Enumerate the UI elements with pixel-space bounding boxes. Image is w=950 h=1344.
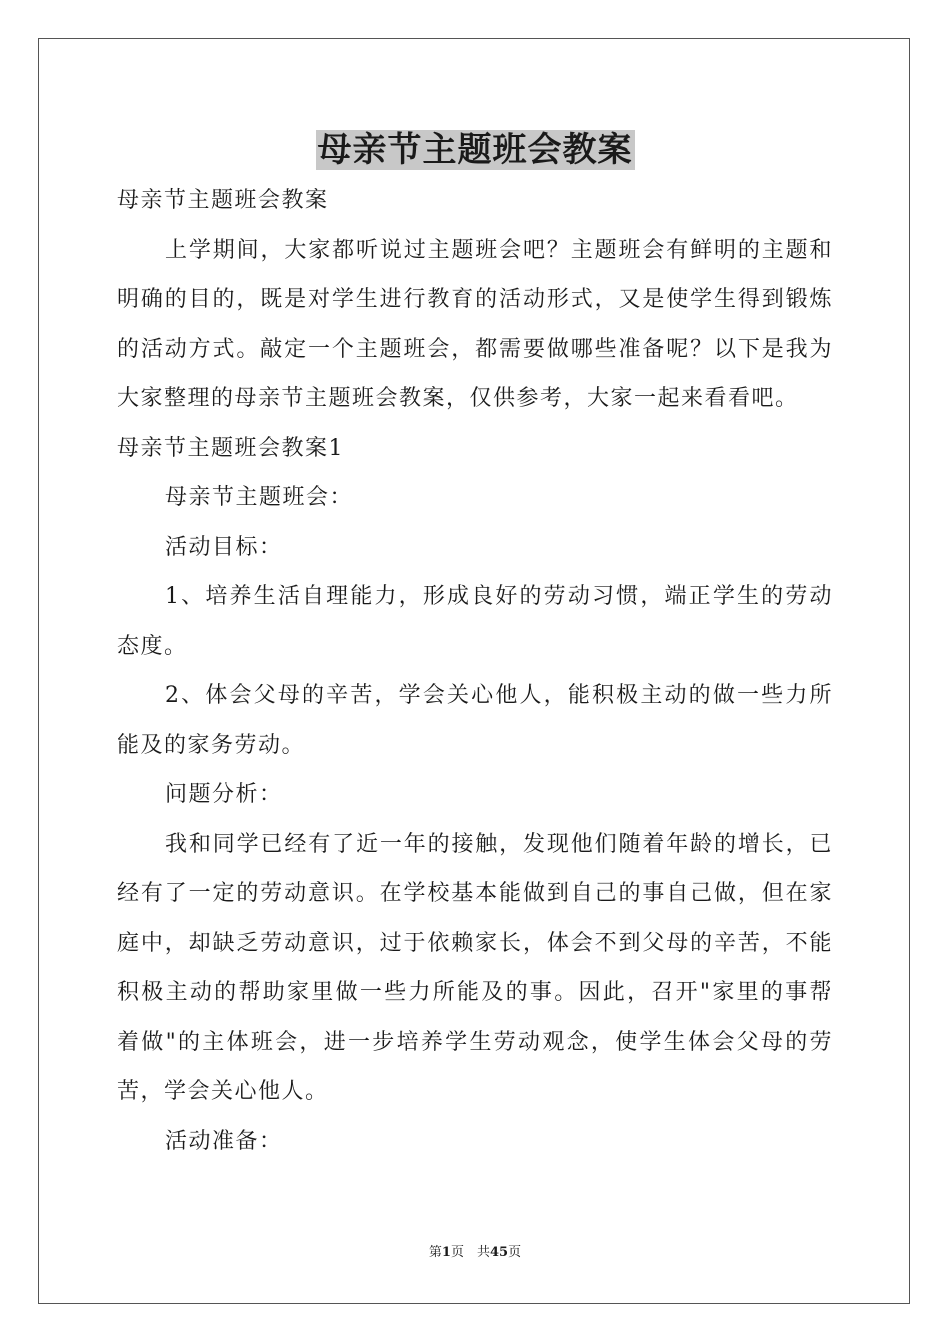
footer-page-total: 45	[489, 1245, 509, 1260]
document-body	[117, 176, 833, 1166]
goals-heading: 活动目标：	[165, 534, 283, 560]
footer-page-prefix: 第	[428, 1245, 442, 1260]
section-label: 母亲节主题班会：	[165, 485, 354, 510]
analysis-paragraph: 我和同学已经有了近一年的接触，发现他们随着年龄的增长，已经有了一定的劳动意识。在学校基本能做到自己的事自己做，但在家庭中，却缺乏劳动意识，过于依赖家长，体会不到父母的辛苦，不能积极主动的帮助家里做一些力所能及的事。因此，召开"家里的事帮着做"的主体班会，进一步培养学生劳动观念，使学生体会父母的劳苦，学会关心他人。	[117, 831, 833, 1104]
analysis-heading: 问题分析：	[165, 782, 283, 807]
page-footer	[0, 1244, 950, 1262]
goal-item: 1、培养生活自理能力，形成良好的劳动习惯，端正学生的劳动态度。	[117, 584, 833, 659]
subtitle-paragraph: 母亲节主题班会教案	[117, 188, 329, 213]
section-heading: 母亲节主题班会教案1	[117, 435, 344, 461]
footer-page-suffix: 页	[508, 1245, 522, 1260]
footer-page-mid: 页 共	[450, 1245, 490, 1260]
document-title-text: 母亲节主题班会教案	[317, 130, 633, 170]
document-title	[0, 128, 950, 172]
goal-item: 2、体会父母的辛苦，学会关心他人，能积极主动的做一些力所能及的家务劳动。	[117, 683, 833, 758]
preparation-heading: 活动准备：	[165, 1128, 283, 1154]
intro-paragraph: 上学期间，大家都听说过主题班会吧？主题班会有鲜明的主题和明确的目的，既是对学生进行教育的活动形式，又是使学生得到锻炼的活动方式。敲定一个主题班会，都需要做哪些准备呢？以下是我为大家整理的母亲节主题班会教案，仅供参考，大家一起来看看吧。	[117, 237, 833, 411]
footer-page-current: 1	[441, 1245, 451, 1260]
